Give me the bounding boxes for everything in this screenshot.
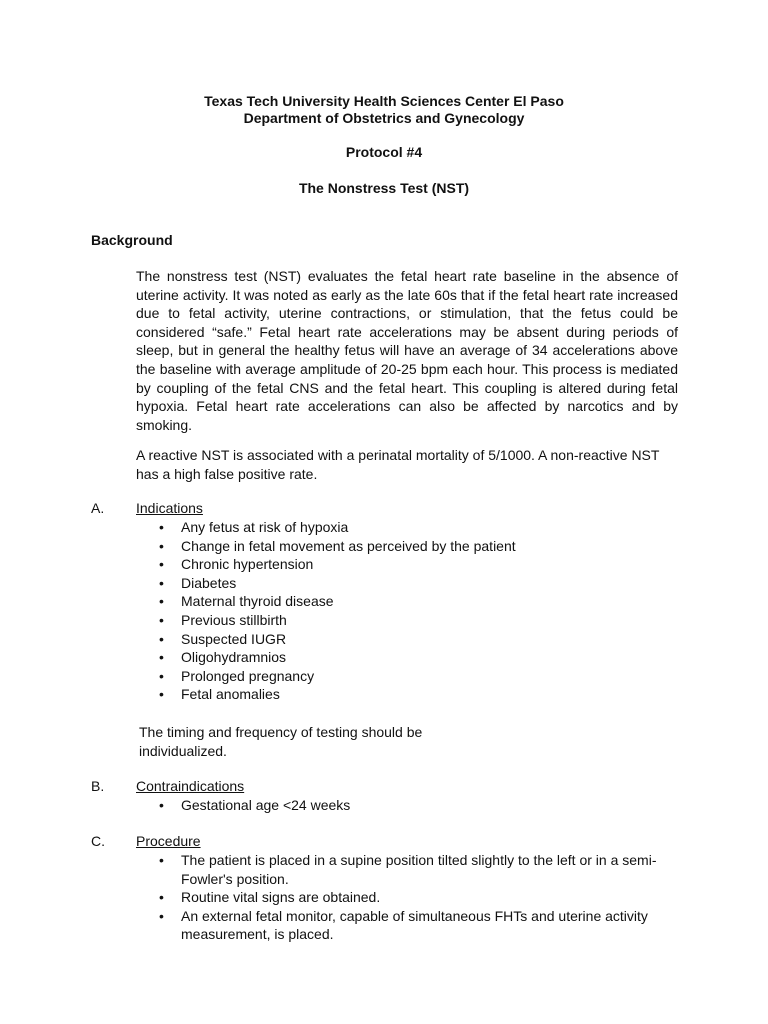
list-item-text: An external fetal monitor, capable of simultaneous FHTs and uterine activity measurement, is placed. [181, 907, 648, 943]
list-item [159, 611, 679, 630]
department-name: Department of Obstetrics and Gynecology [243, 110, 525, 126]
background-paragraph-1: The nonstress test (NST) evaluates the fetal heart rate baseline in the absence of uterine activity. It was noted as early as the late 60s that if the fetal heart rate increased due to fetal activity, uterine contractions, or stimulation, that the fetus could be considered “safe.” Fetal heart rate accelerations may be absent during periods of sleep, but in general the healthy fetus will have an average of 34 accelerations above the baseline with average amplitude of 20-25 bpm each hour. This process is mediated by coupling of the fetal CNS and the fetal heart. This coupling is altered during fetal hypoxia. Fetal heart rate accelerations can also be affected by narcotics and by smoking. [136, 268, 678, 433]
section-heading: Indications [136, 500, 203, 516]
protocol-number: Protocol #4 [345, 144, 423, 160]
document-header [0, 93, 768, 127]
bullet-icon: • [159, 852, 164, 868]
bullet-icon: • [159, 611, 164, 628]
list-item-text: Change in fetal movement as perceived by the patient [181, 537, 516, 554]
bullet-icon: • [159, 686, 164, 703]
note-line: individualized. [139, 742, 227, 759]
procedure-list [159, 851, 679, 944]
list-item [159, 888, 679, 907]
indications-list [159, 518, 679, 704]
list-item-text: Any fetus at risk of hypoxia [181, 519, 349, 535]
list-item-text: Suspected IUGR [181, 630, 287, 647]
bullet-icon: • [159, 574, 164, 591]
bullet-icon: • [159, 649, 164, 666]
section-heading: Procedure [136, 833, 201, 849]
list-item-text: Routine vital signs are obtained. [181, 889, 381, 906]
list-item-text: The patient is placed in a supine position tilted slightly to the left or in a semi-Fowler's position. [181, 852, 657, 887]
background-paragraph-2: A reactive NST is associated with a perinatal mortality of 5/1000. A non-reactive NST has a high false positive rate. [136, 447, 660, 482]
list-item [159, 796, 679, 815]
bullet-icon: • [159, 556, 164, 573]
list-item [159, 851, 679, 888]
contraindications-list [159, 796, 679, 815]
list-item-text: Chronic hypertension [181, 556, 314, 573]
list-item [159, 574, 679, 593]
list-item [159, 518, 679, 537]
list-item-text: Previous stillbirth [181, 611, 287, 628]
bullet-icon: • [159, 907, 164, 924]
list-item [159, 667, 679, 686]
bullet-icon: • [159, 889, 164, 906]
list-item-text: Prolonged pregnancy [181, 667, 315, 684]
list-item [159, 648, 679, 667]
section-letter: A. [91, 500, 105, 516]
background-heading: Background [91, 232, 173, 248]
list-item-text: Maternal thyroid disease [181, 593, 334, 610]
bullet-icon: • [159, 537, 164, 554]
bullet-icon: • [159, 667, 164, 684]
document-title: The Nonstress Test (NST) [298, 180, 470, 196]
bullet-icon: • [159, 593, 164, 610]
bullet-icon: • [159, 797, 164, 813]
list-item-text: Fetal anomalies [181, 686, 280, 703]
list-item-text: Gestational age <24 weeks [181, 797, 351, 813]
list-item [159, 907, 679, 944]
institution-name: Texas Tech University Health Sciences Center El Paso [204, 93, 564, 109]
list-item-text: Diabetes [181, 574, 237, 591]
list-item-text: Oligohydramnios [181, 649, 287, 666]
list-item [159, 555, 679, 574]
list-item [159, 630, 679, 649]
bullet-icon: • [159, 519, 164, 535]
bullet-icon: • [159, 630, 164, 647]
section-letter: C. [91, 833, 105, 849]
section-letter: B. [91, 778, 105, 794]
list-item [159, 685, 679, 704]
note-line: The timing and frequency of testing should be [139, 724, 423, 740]
list-item [159, 537, 679, 556]
section-heading: Contraindications [136, 778, 245, 794]
list-item [159, 592, 679, 611]
indications-note [139, 723, 469, 760]
